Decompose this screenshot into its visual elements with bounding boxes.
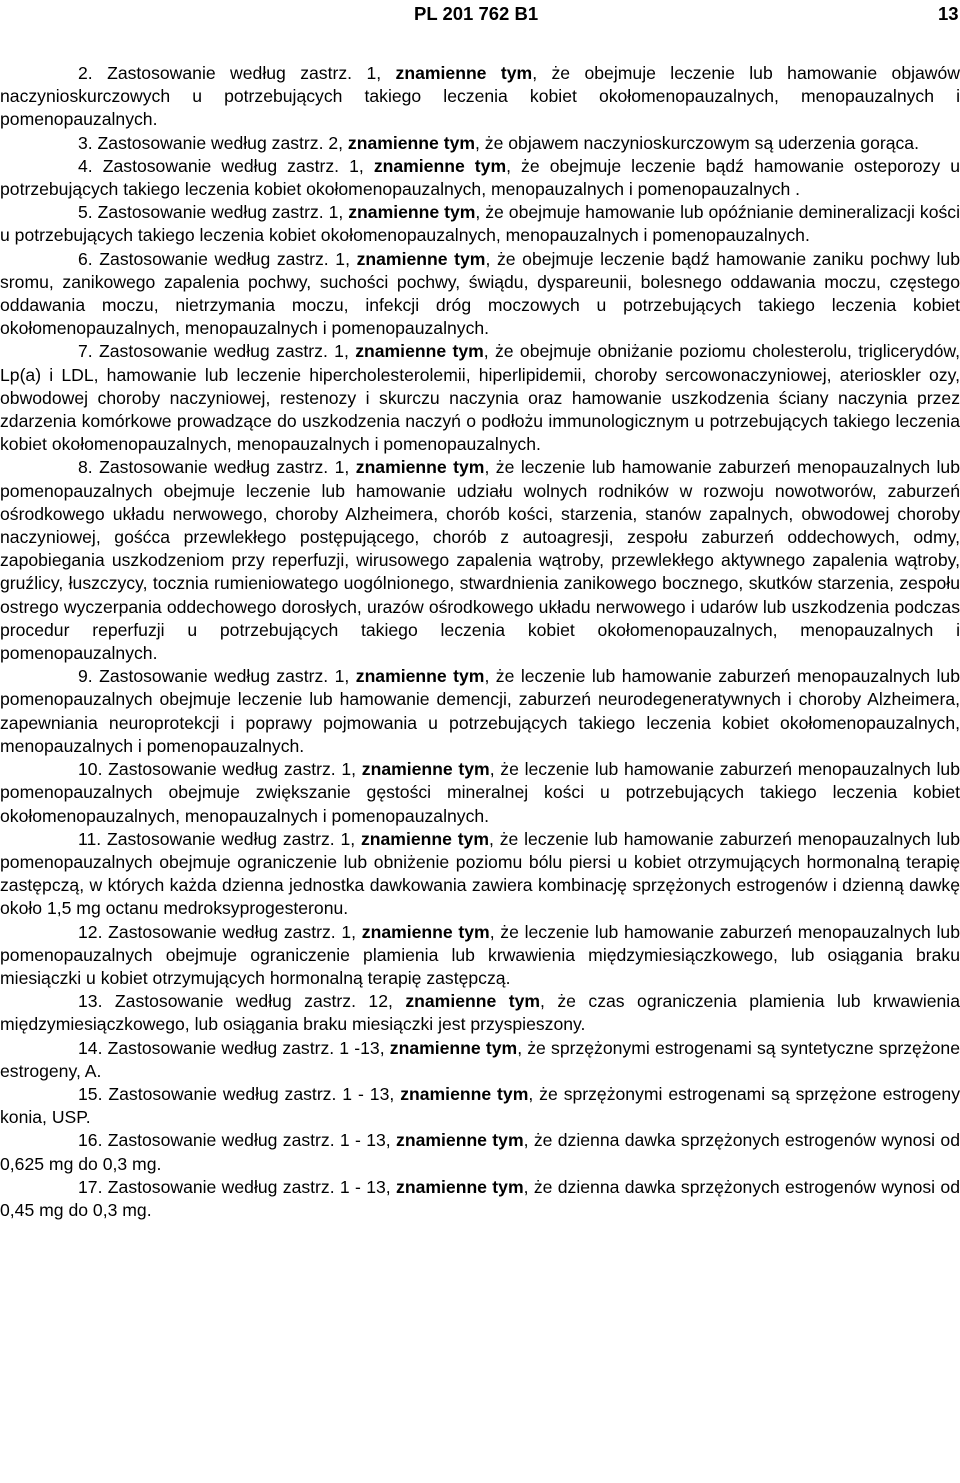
claim-lead: 8. Zastosowanie według zastrz. 1, bbox=[78, 457, 356, 478]
claim-tag: znamienne tym bbox=[373, 155, 507, 176]
claim-tag: znamienne tym bbox=[355, 666, 485, 687]
claim-lead: 16. Zastosowanie według zastrz. 1 - 13, bbox=[78, 1130, 397, 1151]
claim-lead: 17. Zastosowanie według zastrz. 1 - 13, bbox=[78, 1176, 397, 1197]
claim-11 bbox=[0, 828, 960, 921]
claim-tag: znamienne tym bbox=[355, 457, 485, 478]
page-header bbox=[0, 3, 960, 25]
page-number: 13 bbox=[938, 3, 959, 24]
claim-text: , że obejmuje leczenie lub hamowanie objawów naczynioskurczowych u potrzebujących takiego leczenia kobiet okołomenopauzalnych, menopauzalnych i pomenopauzalnych. bbox=[0, 63, 960, 130]
claim-lead: 4. Zastosowanie według zastrz. 1, bbox=[78, 155, 374, 176]
claim-3 bbox=[0, 132, 960, 155]
claim-lead: 2. Zastosowanie według zastrz. 1, bbox=[78, 63, 396, 83]
claim-14 bbox=[0, 1037, 960, 1083]
claim-tag: znamienne tym bbox=[355, 341, 484, 362]
claim-text: , że obejmuje hamowanie lub opóźnianie demineralizacji kości u potrzebujących takiego leczenia kobiet okołomenopauzalnych, menopauzalnych i pomenopauzalnych. bbox=[0, 202, 960, 246]
claim-text: , że obejmuje leczenie bądź hamowanie osteporozy u potrzebujących takiego leczenia kobiet okołomenopauzalnych, menopauzalnych i pomenopauzalnych . bbox=[0, 155, 960, 200]
claim-tag: znamienne tym bbox=[361, 759, 490, 780]
claim-lead: 5. Zastosowanie według zastrz. 1, bbox=[78, 202, 349, 223]
claim-lead: 14. Zastosowanie według zastrz. 1 -13, bbox=[78, 1037, 390, 1058]
claim-tag: znamienne tym bbox=[348, 202, 476, 223]
claim-12 bbox=[0, 921, 960, 991]
claim-text: , że leczenie lub hamowanie zaburzeń menopauzalnych lub pomenopauzalnych obejmuje leczenie lub hamowanie demencji, zaburzeń neurodegeneratywnych i choroby Alzheimera, zapewniania neuroprotekcji i poprawy pojmowania u potrzebujących takiego leczenia kobiet okołomenopauzalnych, menopauzalnych i pomenopauzalnych. bbox=[0, 666, 960, 756]
claim-lead: 7. Zastosowanie według zastrz. 1, bbox=[78, 341, 356, 362]
claim-text: , że sprzężonymi estrogenami są sprzężone estrogeny konia, USP. bbox=[0, 1083, 960, 1128]
claim-tag: znamienne tym bbox=[361, 921, 490, 942]
claim-lead: 10. Zastosowanie według zastrz. 1, bbox=[78, 759, 362, 780]
claim-tag: znamienne tym bbox=[400, 1083, 529, 1104]
claim-15 bbox=[0, 1083, 960, 1129]
claim-5 bbox=[0, 201, 960, 247]
claim-tag: znamienne tym bbox=[395, 63, 533, 83]
claim-lead: 11. Zastosowanie według zastrz. 1, bbox=[78, 828, 361, 849]
claim-tag: znamienne tym bbox=[396, 1176, 524, 1197]
claim-tag: znamienne tym bbox=[347, 132, 476, 153]
claim-16 bbox=[0, 1129, 960, 1175]
claim-6 bbox=[0, 248, 960, 341]
claim-text: , że obejmuje obniżanie poziomu cholesterolu, triglicerydów, Lp(a) i LDL, hamowanie lub leczenie hipercholesterolemii, hiperlipidemii, choroby sercowonaczyniowej, aterioskler ozy, obwodowej choroby naczyniowej, restenozy i skurczu naczynia oraz hamowanie uszkodzenia ściany naczynia przez zdarzenia komórkowe prowadzące do uszkodzenia naczyń o podłożu immunologicznym u potrzebujących takiego leczenia kobiet okołomenopauzalnych, menopauzalnych i pomenopauzalnych. bbox=[0, 341, 960, 455]
claim-lead: 3. Zastosowanie według zastrz. 2, bbox=[78, 132, 348, 153]
claim-text: , że dzienna dawka sprzężonych estrogenów wynosi od 0,45 mg do 0,3 mg. bbox=[0, 1176, 960, 1220]
claim-8 bbox=[0, 456, 960, 665]
claim-text: , że dzienna dawka sprzężonych estrogenów wynosi od 0,625 mg do 0,3 mg. bbox=[0, 1130, 960, 1174]
claim-9 bbox=[0, 665, 960, 758]
claim-lead: 13. Zastosowanie według zastrz. 12, bbox=[78, 991, 406, 1012]
claim-tag: znamienne tym bbox=[356, 248, 486, 269]
claim-text: , że czas ograniczenia plamienia lub krwawienia międzymiesiączkowego, lub osiągania braku miesiączki jest przyspieszony. bbox=[0, 991, 960, 1035]
claim-lead: 6. Zastosowanie według zastrz. 1, bbox=[78, 248, 357, 269]
claim-lead: 12. Zastosowanie według zastrz. 1, bbox=[78, 921, 362, 942]
claim-text: , że leczenie lub hamowanie zaburzeń menopauzalnych lub pomenopauzalnych obejmuje ograniczenie plamienia lub krwawienia międzymiesiączkowego, lub osiągania braku miesiączki u kobiet otrzymujących hormonalną terapię zastępczą. bbox=[0, 921, 960, 988]
claim-13 bbox=[0, 990, 960, 1036]
claim-tag: znamienne tym bbox=[396, 1130, 524, 1151]
claims-list bbox=[0, 62, 960, 1222]
claim-tag: znamienne tym bbox=[360, 828, 489, 849]
claim-10 bbox=[0, 758, 960, 828]
claim-tag: znamienne tym bbox=[405, 991, 541, 1012]
claim-17 bbox=[0, 1176, 960, 1222]
claim-4 bbox=[0, 155, 960, 201]
claim-text: , że leczenie lub hamowanie zaburzeń menopauzalnych lub pomenopauzalnych obejmuje ograniczenie lub obniżenie poziomu bólu piersi u kobiet otrzymujących hormonalną terapię zastępczą, w których każda dzienna jednostka dawkowania zawiera kombinację sprzężonych estrogenów i dzienną dawkę około 1,5 mg octanu medroksyprogesteronu. bbox=[0, 828, 960, 919]
claim-text: , że leczenie lub hamowanie zaburzeń menopauzalnych lub pomenopauzalnych obejmuje zwiększanie gęstości mineralnej kości u potrzebujących takiego leczenia kobiet okołomenopauzalnych, menopauzalnych i pomenopauzalnych. bbox=[0, 759, 960, 826]
claim-text: , że sprzężonymi estrogenami są syntetyczne sprzężone estrogeny, A. bbox=[0, 1037, 960, 1081]
claim-text: , że obejmuje leczenie bądź hamowanie zaniku pochwy lub sromu, zanikowego zapalenia pochwy, suchości pochwy, świądu, dyspareunii, bolesnego oddawania moczu, częstego oddawania moczu, nietrzymania moczu, infekcji dróg moczowych u potrzebujących takiego leczenia kobiet okołomenopauzalnych, menopauzalnych i pomenopauzalnych. bbox=[0, 248, 960, 339]
claim-tag: znamienne tym bbox=[389, 1037, 518, 1058]
claim-7 bbox=[0, 340, 960, 456]
claim-lead: 15. Zastosowanie według zastrz. 1 - 13, bbox=[78, 1083, 401, 1104]
claim-text: , że objawem naczynioskurczowym są uderzenia gorąca. bbox=[475, 132, 919, 153]
claim-lead: 9. Zastosowanie według zastrz. 1, bbox=[78, 666, 356, 687]
document-id: PL 201 762 B1 bbox=[414, 3, 539, 24]
claim-2 bbox=[0, 62, 960, 132]
claim-text: , że leczenie lub hamowanie zaburzeń menopauzalnych lub pomenopauzalnych obejmuje leczenie lub hamowanie udziału wolnych rodników w rozwoju nowotworów, zaburzeń ośrodkowego układu nerwowego, choroby Alzheimera, chorób kości, starzenia, stanów zapalnych, obwodowej choroby naczyniowej, gośćca przewlekłego postępującego, chorób z autoagresji, zespołu zaburzeń oddechowych, odmy, zapobiegania uszkodzeniom przy reperfuzji, wirusowego zapalenia wątroby, przewlekłego aktywnego zapalenia wątroby, gruźlicy, łuszczycy, tocznia rumieniowatego uogólnionego, stwardnienia zanikowego bocznego, skutków starzenia, zespołu ostrego wyczerpania oddechowego dorosłych, urazów ośrodkowego układu nerwowego i udarów lub uszkodzenia podczas procedur reperfuzji u potrzebujących takiego leczenia kobiet okołomenopauzalnych, menopauzalnych i pomenopauzalnych. bbox=[0, 457, 960, 664]
